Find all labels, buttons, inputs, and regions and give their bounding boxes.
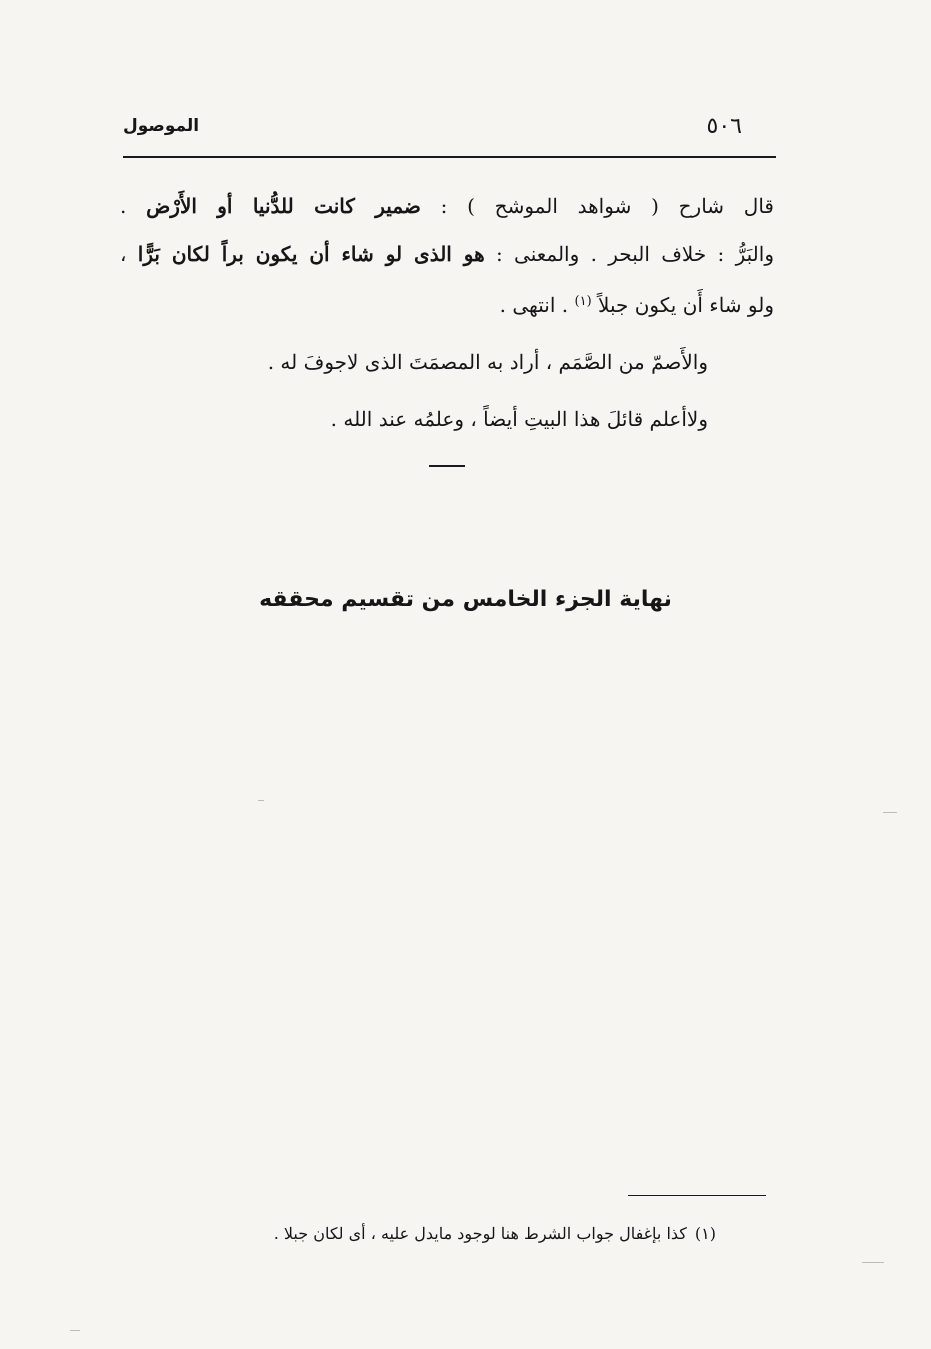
page-header xyxy=(123,112,776,146)
text-line-4: والأَصمّ من الصَّمَم ، أراد به المصمَتَ الذى لاجوفَ له . xyxy=(267,350,708,374)
text-line-1 xyxy=(120,182,774,230)
quote-intro: قال شارح ( شواهد الموشح ) : xyxy=(420,194,774,218)
footnote-reference[interactable]: (١) xyxy=(574,294,592,309)
line3-ending: . انتهى . xyxy=(499,293,575,317)
line3-text: ولو شاء أَن يكون جبلاً xyxy=(591,293,774,317)
text-line-2 xyxy=(120,230,774,278)
text-line-3 xyxy=(120,278,774,329)
footnote-text: كذا بإغفال جواب الشرط هنا لوجود مايدل عليه ، أى لكان جبلا . xyxy=(273,1224,687,1243)
footnote xyxy=(274,1224,716,1243)
footnote-rule xyxy=(628,1195,766,1196)
meaning-intro: والبَرُّ : خلاف البحر . والمعنى : xyxy=(484,242,774,266)
text-line-5: ولاأعلم قائلَ هذا البيتِ أيضاً ، وعلمُه عند الله . xyxy=(330,407,708,431)
closing-title: نهاية الجزء الخامس من تقسيم محققه xyxy=(259,587,672,612)
section-divider xyxy=(429,465,465,467)
running-title: الموصول xyxy=(123,116,200,136)
line-end-punct: ، xyxy=(120,242,138,266)
main-text xyxy=(120,182,774,443)
line-end-punct: . xyxy=(120,194,147,218)
page-number: ٥٠٦ xyxy=(706,114,742,139)
footnote-marker: (١) xyxy=(694,1224,716,1243)
header-rule xyxy=(123,156,776,158)
meaning-text: هو الذى لو شاء أن يكون براً لكان بَرًّا xyxy=(137,242,485,266)
quoted-explanation: ضمير كانت للدُّنيا أو الأَرْض xyxy=(146,194,421,218)
